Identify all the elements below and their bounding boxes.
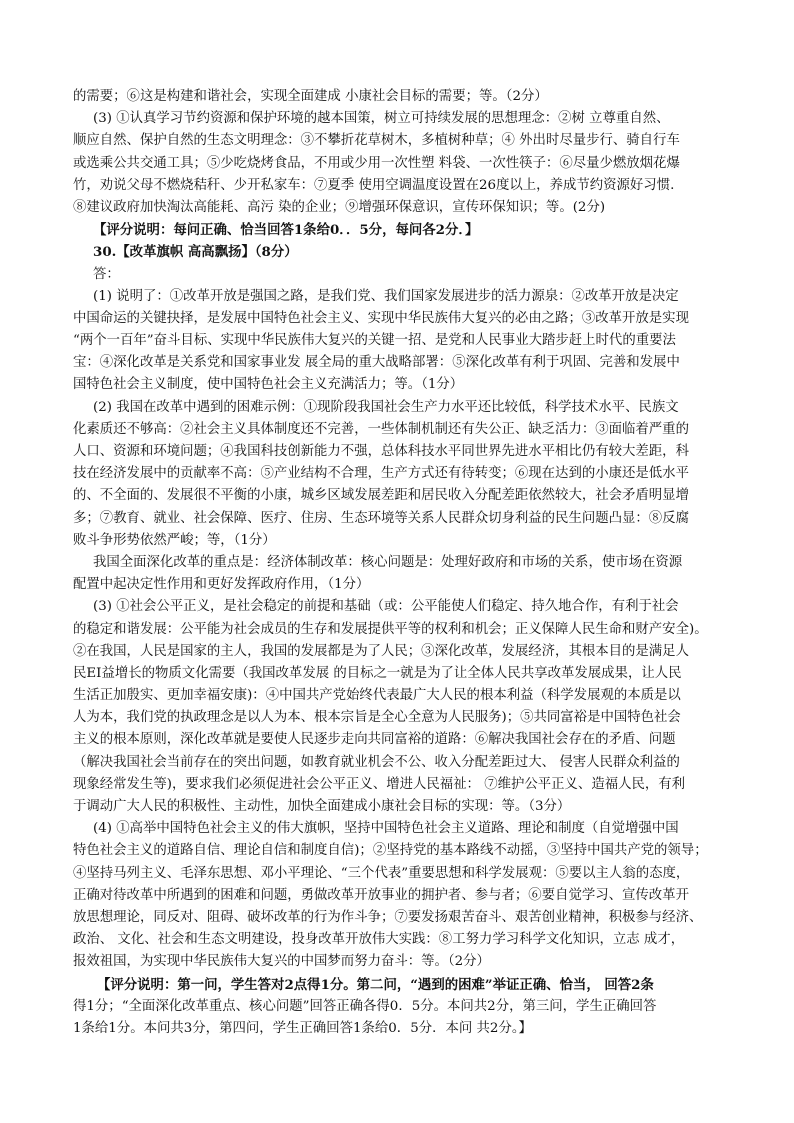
text-line: 败斗争形势依然严峻；等，（1分）: [73, 532, 276, 548]
text-line: ④坚持马列主义、毛泽东思想、邓小平理论、“三个代表”重要思想和科学发展观：⑤要以主人翁的态度，: [73, 865, 690, 881]
text-line: 正确对待改革中所遇到的困难和问题，勇做改革开放事业的拥护者、参与者；⑥要自觉学习、宣传改革开: [73, 887, 689, 903]
text-line: 生活正加殷实、更加幸福安康)：④中国共产党始终代表最广大人民的根本利益（科学发展观的本质是以: [73, 688, 681, 704]
text-line: 的、不全面的、发展很不平衡的小康，城乡区域发展差距和居民收入分配差距依然较大，社会矛盾明显增: [73, 488, 689, 504]
text-line: 宝：④深化改革是关系党和国家事业发 展全局的重大战略部署：⑤深化改革有利于巩固、完善和发展中: [73, 355, 680, 371]
text-line: 得1分；“全面深化改革重点、核心问题”回答正确各得0．5分。本问共2分，第三问，学生正确回答: [73, 998, 657, 1014]
text-line: 我国全面深化改革的重点是：经济体制改革：核心问题是：处理好政府和市场的关系，使市场在资源: [93, 554, 683, 570]
text-line: (3) ①认真学习节约资源和保护环境的越本国策，树立可持续发展的思想理念：②树 立尊重自然、: [93, 111, 670, 127]
text-line: (2) 我国在改革中遇到的困难示例：①现阶段我国社会生产力水平还比较低，科学技术水平、民族文: [93, 399, 679, 415]
text-line: 配置中起决定性作用和更好发挥政府作用，（1分）: [73, 577, 370, 593]
text-line: 30.【改革旗帜 高高飘扬】（8分）: [93, 244, 298, 261]
text-line: (3) ①社会公平正义，是社会稳定的前提和基础（或：公平能使人们稳定、持久地合作，有利于社会: [93, 599, 679, 615]
text-line: 于调动广大人民的积极性、主动性，加快全面建成小康社会目标的实现：等。（3分）: [73, 799, 571, 814]
text-line: 【评分说明：第一问，学生答对2点得1分。第二问，“遇到的困难”举证正确、恰当， 回答2条: [97, 976, 654, 993]
text-line: ②在我国，人民是国家的主人，我国的发展都是为了人民；③深化改革，发展经济，其根本目的是满足人: [73, 643, 689, 659]
text-line: 人为本，我们党的执政理念是以人为本、根本宗旨是全心全意为人民服务)；⑤共同富裕是中国特色社会: [73, 710, 681, 726]
text-line: 民EI益增长的物质文化需要（我国改革发展 的目标之一就是为了让全体人民共享改革发展成果，让人民: [73, 665, 682, 681]
text-line: 【评分说明：每问正确、恰当回答1条给0．．5分，每问各2分．】: [93, 222, 479, 239]
text-line: 现象经常发生等)，要求我们必须促进社会公平正义、增进人民福祉： ⑦维护公平正义、造福人民，有利: [73, 776, 686, 792]
text-line: 政治、 文化、社会和生态文明建设，投身改革开放伟大实践：⑧工努力学习科学文化知识，立志 成才，: [73, 932, 685, 948]
text-line: 报效祖国，为实现中华民族伟大复兴的中国梦而努力奋斗：等。（2分）: [73, 954, 490, 970]
text-line: 主义的根本原则，深化改革就是要使人民逐步走向共同富裕的道路：⑥解决我国社会存在的矛盾、问题: [73, 732, 676, 748]
text-line: 的稳定和谐发展：公平能为社会成员的生存和发展提供平等的权利和机会；正义保障人民生命和财产安全)。: [73, 621, 708, 637]
text-line: （解决我国社会当前存在的突出问题，如教育就业机会不公、收入分配差距过大、 侵害人民群众利益的: [73, 754, 680, 770]
text-line: 特色社会主义的道路自信、理论自信和制度自信)；②坚持党的基本路线不动摇，③坚持中国共产党的领导；: [73, 843, 708, 859]
answer-text-body: [73, 86, 725, 1040]
text-line: “两个一百年”奋斗目标、实现中华民族伟大复兴的关键一招、是党和人民事业大踏步赶上时代的重要法: [73, 333, 676, 349]
text-line: 中国命运的关键抉择，是发展中国特色社会主义、实现中华民族伟大复兴的必由之路；③改革开放是实现: [73, 310, 689, 326]
text-line: 技在经济发展中的贡献率不高：⑤产业结构不合理，生产方式还有待转变；⑥现在达到的小康还是低水平: [73, 466, 689, 482]
text-line: 或选乘公共交通工具；⑤少吃烧烤食品，不用或少用一次性塑 料袋、一次性筷子：⑥尽量少燃放烟花爆: [73, 155, 680, 171]
text-line: 答：: [93, 266, 120, 282]
text-line: 顺应自然、保护自然的生态文明理念：③不攀折花草树木，多植树种草；④ 外出时尽量步行、骑自行车: [73, 133, 680, 149]
text-line: 人口、资源和环境问题；④我国科技创新能力不强，总体科技水平同世界先进水平相比仍有较大差距，科: [73, 444, 689, 459]
text-line: 多；⑦教育、就业、社会保障、医疗、住房、生态环境等关系人民群众切身利益的民生问题凸显：⑧反腐: [73, 510, 689, 526]
text-line: 1条给1分。本问共3分，第四问，学生正确回答1条给0．5分．本问 共2分。】: [73, 1020, 532, 1036]
text-line: 的需要；⑥这是构建和谐社会，实现全面建成 小康社会目标的需要；等。（2分）: [73, 89, 548, 104]
text-line: 竹，劝说父母不燃烧秸秆、少开私家车：⑦夏季 使用空调温度设置在26度以上，养成节约资源好习惯.: [73, 177, 675, 193]
text-line: 化素质还不够高：②社会主义具体制度还不完善，一些体制机制还有失公正、缺乏活力：③面临着严重的: [73, 421, 689, 437]
text-line: (1) 说明了：①改革开放是强国之路，是我们党、我们国家发展进步的活力源泉：②改革开放是决定: [93, 288, 679, 304]
text-line: ⑧建议政府加快淘汰高能耗、高污 染的企业；⑨增强环保意识，宣传环保知识；等。(2分): [73, 199, 606, 215]
text-line: (4) ①高举中国特色社会主义的伟大旗帜，坚持中国特色社会主义道路、理论和制度（自觉增强中国: [93, 821, 679, 837]
text-line: 国特色社会主义制度，使中国特色社会主义充满活力；等。（1分）: [73, 377, 464, 393]
text-line: 放思想理论，同反对、阻碍、破坏改革的行为作斗争；⑦要发扬艰苦奋斗、艰苦创业精神，积极参与经济、: [73, 909, 703, 925]
